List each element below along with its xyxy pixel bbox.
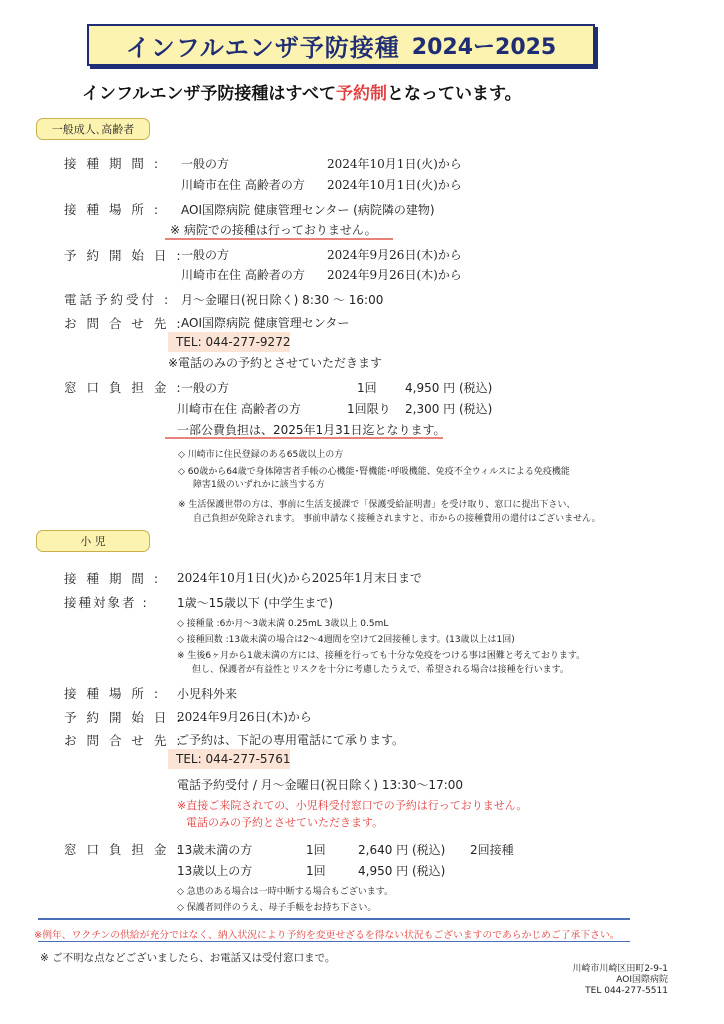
child-note: ※ 生後6ヶ月から1歳未満の方には、接種を行っても十分な免疫をつける事は困難と考えております。 [177, 651, 586, 661]
title-banner [87, 24, 595, 66]
adult-period-label: 接 種 期 間 : [64, 156, 162, 171]
adult-note: ※ 生活保護世帯の方は、事前に生活支援課で「保護受給証明書」を受け取り、窓口に提出下さい、 [178, 500, 576, 510]
hospital-address-block [572, 964, 668, 997]
child-period: 2024年10月1日(火)から2025年1月末日まで [177, 571, 422, 585]
supply-warning: ※例年、ワクチンの供給が充分ではなく、納入状況により予約を変更せざるを得ない状況もございますのであらかじめご了承下さい。 [34, 930, 620, 941]
underline [165, 238, 393, 240]
title-years: 2024ー2025 [411, 34, 557, 60]
adult-note: 自己負担が免除されます。 事前申請なく接種されますと、市からの接種費用の還付はございません。 [193, 514, 601, 524]
child-fee-over-amount: 4,950 円 (税込) [358, 864, 446, 878]
child-phone-hours: 電話予約受付 / 月～金曜日(祝日除く) 13:30～17:00 [177, 778, 464, 792]
child-place-label: 接 種 場 所 : [64, 686, 162, 701]
page-title: インフルエンザ予防接種 [125, 33, 400, 62]
adult-phone-label: 電話予約受付 : [64, 292, 172, 307]
adult-period-general: 一般の方 [181, 157, 230, 171]
adult-contact-label: お 問 合 せ 先 : [64, 316, 184, 331]
adult-note: ◇ 川崎市に住民登録のある65歳以上の方 [178, 450, 344, 460]
adult-place-note: ※ 病院での接種は行っておりません。 [170, 223, 377, 237]
child-target-label: 接種対象者 : [64, 595, 149, 610]
adult-place: AOI国際病院 健康管理センター (病院隣の建物) [181, 203, 435, 217]
child-red-note: ※直接ご来院されての、小児科受付窓口での予約は行っておりません。 [177, 799, 528, 812]
subtitle: インフルエンザ予防接種はすべて予約制となっています。 [82, 84, 522, 104]
adult-period-senior: 川崎市在住 高齢者の方 [181, 178, 305, 192]
address: 川崎市川崎区田町2-9-1 [572, 964, 668, 974]
adult-contact: AOI国際病院 健康管理センター [181, 316, 350, 330]
child-note: ◇ 接種回数 :13歳未満の場合は2～4週間を空けて2回接種します。(13歳以上は1回) [177, 635, 515, 645]
child-tel[interactable]: TEL: 044-277-5761 [168, 749, 290, 769]
child-fee-under-extra: 2回接種 [470, 843, 514, 857]
adult-fee-senior: 川崎市在住 高齢者の方 [177, 402, 301, 416]
child-fee-under: 13歳未満の方 [177, 843, 253, 857]
adult-tel[interactable]: TEL: 044-277-9272 [168, 332, 290, 352]
adult-start-general-date: 2024年9月26日(木)から [327, 248, 462, 262]
footer-rule [38, 918, 630, 920]
adult-tel-note: ※電話のみの予約とさせていただきます [168, 356, 383, 370]
contact-note: ※ ご不明な点などございましたら、お電話又は受付窓口まで。 [40, 952, 336, 964]
child-bottom-note: ◇ 保護者同伴のうえ、母子手帳をお持ち下さい。 [177, 903, 377, 913]
section-badge-adult: 一般成人､高齢者 [36, 118, 150, 140]
adult-fee-senior-times: 1回限り [347, 402, 391, 416]
child-note: ◇ 接種量 :6か月～3歳未満 0.25mL 3歳以上 0.5mL [177, 619, 389, 629]
child-note: 但し、保護者が有益性とリスクを十分に考慮したうえで、希望される場合は接種を行います。 [192, 665, 569, 675]
adult-period-general-date: 2024年10月1日(火)から [327, 157, 462, 171]
child-place: 小児科外来 [177, 687, 238, 701]
hospital-tel[interactable]: TEL 044-277-5511 [585, 986, 668, 996]
adult-phone-hours: 月～金曜日(祝日除く) 8:30 ～ 16:00 [181, 293, 384, 307]
reservation-highlight: 予約制 [335, 84, 387, 104]
adult-fee-general-amount: 4,950 円 (税込) [405, 381, 493, 395]
child-fee-over-times: 1回 [306, 864, 326, 878]
hospital-name: AOI国際病院 [616, 975, 668, 985]
footer-rule [38, 941, 630, 942]
adult-note: ◇ 60歳から64歳で身体障害者手帳の心機能･腎機能･呼吸機能、免疫不全ウィルスによる免疫機能 [178, 467, 570, 477]
adult-fee-general-times: 1回 [357, 381, 377, 395]
adult-period-senior-date: 2024年10月1日(火)から [327, 178, 462, 192]
child-bottom-note: ◇ 急患のある場合は一時中断する場合もございます。 [177, 887, 394, 897]
adult-start-senior-date: 2024年9月26日(木)から [327, 268, 462, 282]
child-fee-label: 窓 口 負 担 金 : [64, 842, 184, 857]
adult-fee-general: 一般の方 [181, 381, 230, 395]
adult-start-general: 一般の方 [181, 248, 230, 262]
underline [165, 437, 443, 439]
adult-fee-label: 窓 口 負 担 金 : [64, 380, 184, 395]
child-red-note: 電話のみの予約とさせていただきます。 [186, 816, 384, 829]
child-fee-under-times: 1回 [306, 843, 326, 857]
child-target: 1歳～15歳以下 (中学生まで) [177, 596, 334, 610]
adult-fee-senior-amount: 2,300 円 (税込) [405, 402, 493, 416]
adult-start-senior: 川崎市在住 高齢者の方 [181, 268, 305, 282]
child-contact: ご予約は、下記の専用電話にて承ります。 [177, 733, 405, 747]
child-fee-under-amount: 2,640 円 (税込) [358, 843, 446, 857]
adult-place-label: 接 種 場 所 : [64, 202, 162, 217]
child-start: 2024年9月26日(木)から [177, 710, 312, 724]
adult-start-label: 予 約 開 始 日 : [64, 248, 184, 263]
section-badge-child: 小 児 [36, 530, 150, 552]
child-start-label: 予 約 開 始 日 : [64, 710, 184, 725]
child-period-label: 接 種 期 間 : [64, 571, 162, 586]
adult-note: 障害1級のいずれかに該当する方 [193, 480, 325, 490]
child-contact-label: お 問 合 せ 先 : [64, 733, 184, 748]
adult-fee-note: 一部公費負担は、2025年1月31日迄となります。 [177, 423, 446, 437]
child-fee-over: 13歳以上の方 [177, 864, 253, 878]
